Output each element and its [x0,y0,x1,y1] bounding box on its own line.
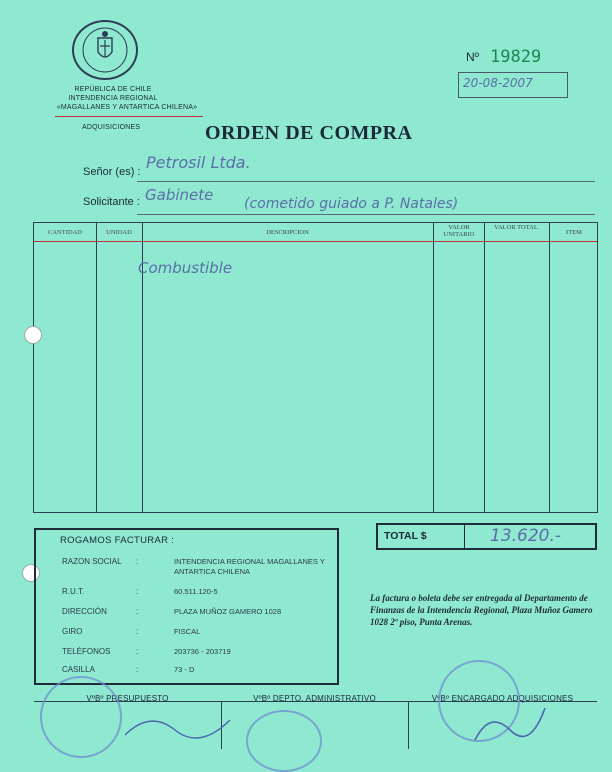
billing-value: INTENDENCIA REGIONAL MAGALLANES Y ANTARTICA CHILENA [174,557,325,576]
col-divider [96,223,97,512]
coat-of-arms-seal [72,20,138,80]
signature-scribble [120,705,240,745]
col-divider [549,223,550,512]
billing-label: GIRO [62,627,83,636]
billing-sep: : [136,665,139,674]
billing-sep: : [136,587,139,596]
billing-label: R.U.T. [62,587,85,596]
billing-sep: : [136,647,139,656]
vb-encargado-adquisiciones: VºBº ENCARGADO ADQUISICIONES [431,694,574,703]
coat-of-arms-icon [74,22,136,78]
solicitante-value: Gabinete [145,186,214,204]
solicitante-label: Solicitante : [83,196,140,208]
senor-value: Petrosil Ltda. [146,153,251,172]
billing-label: RAZON SOCIAL [62,557,122,566]
page-title: ORDEN DE COMPRA [205,122,413,144]
billing-value: 203736 - 203719 [174,647,231,656]
billing-sep: : [136,557,139,566]
billing-value: 73 - D [174,665,195,674]
header-valor-total: VALOR TOTAL [494,224,538,231]
billing-label: TELÉFONOS [62,647,111,656]
dept-label: ADQUISICIONES [82,124,141,131]
header-descripcion: DESCRIPCION [266,229,309,236]
invoice-note: La factura o boleta debe ser entregada al Departamento de Finanzas de la Intendencia Regional, Plaza Muñoz Gamero 1028 2º piso, Punta Arenas. [370,593,593,627]
senor-line [137,181,595,182]
table-header-rule [34,241,597,242]
punch-hole [24,326,42,344]
date-box [458,72,568,98]
header-item: ITEM [566,229,582,236]
row-descripcion: Combustible [138,259,233,277]
date-value: 20-08-2007 [463,76,533,90]
header-cantidad: CANTIDAD [48,229,82,236]
vb-presupuesto: VºBº PRESUPUESTO [86,694,169,703]
solicitante-note: (cometido guiado a P. Natales) [244,196,459,212]
total-label: TOTAL $ [384,530,427,542]
solicitante-line [137,214,595,215]
billing-sep: : [136,607,139,616]
billing-title: ROGAMOS FACTURAR : [60,535,175,546]
billing-value: 60.511.120-5 [174,587,218,596]
order-number-label: Nº [466,50,480,64]
header-valor-unitario: VALOR UNITARIO [443,224,475,238]
col-divider [433,223,434,512]
stamp-seal [40,676,122,758]
total-divider [464,525,465,548]
billing-label: CASILLA [62,665,95,674]
header-unidad: UNIDAD [106,229,132,236]
total-box [376,523,597,550]
billing-value: PLAZA MUÑOZ GAMERO 1028 [174,607,282,616]
footer-divider [408,701,409,749]
col-divider [484,223,485,512]
billing-box [34,528,339,685]
org-line-1: REPÚBLICA DE CHILE [74,86,152,93]
signature-scribble [470,700,550,750]
org-line-2: INTENDENCIA REGIONAL [68,95,158,102]
vb-depto-administrativo: VºBº DEPTO. ADMINISTRATIVO [253,694,376,703]
header-rule [55,116,203,117]
stamp-seal [246,710,322,772]
org-line-3: «MAGALLANES Y ANTARTICA CHILENA» [56,104,198,111]
billing-sep: : [136,627,139,636]
order-number: 19829 [490,47,542,67]
total-value: 13.620.- [490,526,562,546]
billing-value: FISCAL [174,627,201,636]
items-table [33,222,598,513]
senor-label: Señor (es) : [83,166,141,178]
billing-label: DIRECCIÓN [62,607,107,616]
